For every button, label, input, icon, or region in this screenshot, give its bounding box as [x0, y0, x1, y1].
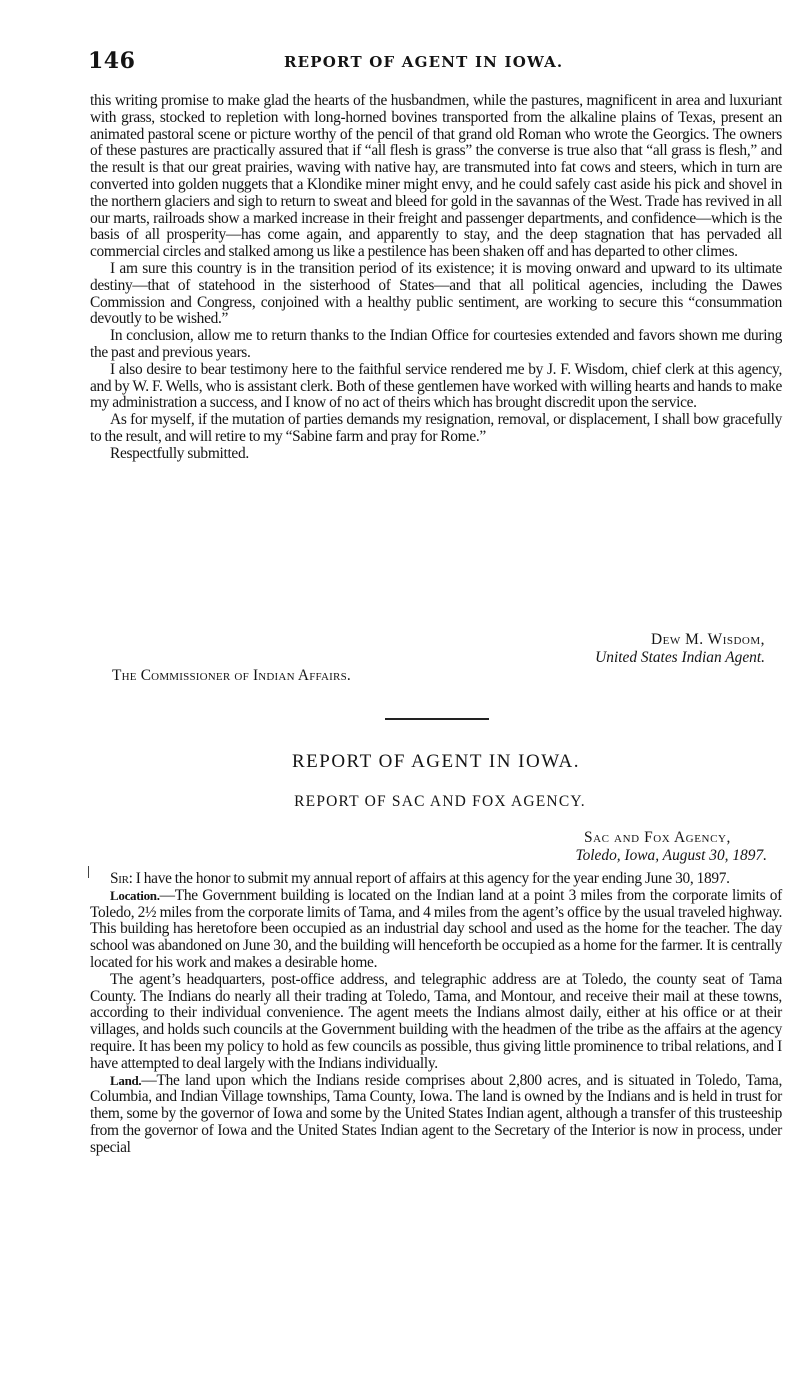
letter-body — [90, 93, 782, 463]
signature-title: United States Indian Agent. — [595, 649, 765, 666]
land-heading: Land. — [110, 1072, 142, 1088]
land-paragraph — [90, 1073, 782, 1157]
agency-place: Sac and Fox Agency, — [583, 829, 731, 846]
letter-paragraph-2: I am sure this country is in the transition period of its existence; it is moving onward and upward to its ultimate destiny—that of statehood in the sisterhood of States—and that all political agencies, including the Dawes Commission and Congress, conjoined with a healthy public sentiment, are working to secure this “consummation devoutly to be wished.” — [90, 259, 782, 328]
signature-name: Dew M. Wisdom, — [651, 631, 765, 648]
location-heading: Location. — [110, 887, 160, 903]
report-title: REPORT OF AGENT IN IOWA. — [291, 751, 581, 772]
running-title: REPORT OF AGENT IN IOWA. — [284, 53, 564, 71]
margin-mark — [88, 866, 89, 878]
page-header — [88, 48, 788, 78]
location-text: —The Government building is located on the Indian land at a point 3 miles from the corporate limits of Toledo, 2½ miles from the corporate limits of Tama, and 4 miles from the agent’s office by the usual traveled highway. This building has heretofore been occupied as an industrial day school and used as the home for the teacher. The day school was abandoned on June 30, and the building will henceforth be occupied as a home for the farmer. It is centrally located for his work and makes a desirable home. — [90, 886, 782, 971]
report-intro — [90, 871, 782, 888]
salutation: Sir: — [110, 870, 133, 887]
headquarters-paragraph: The agent’s headquarters, post-office address, and telegraphic address are at Toledo, the county seat of Tama County. The Indians do nearly all their trading at Toledo, Tama, and Montour, and receive their mail at these towns, according to their individual convenience. The agent meets the Indians almost daily, either at his office or at their villages, and holds such councils at the Government building with the headmen of the tribe as the affairs at the agency require. It has been my policy to hold as few councils as possible, thus giving little prominence to tribal relations, and I have attempted to deal largely with the Indians individually. — [90, 970, 782, 1072]
letter-closing: Respectfully submitted. — [110, 444, 249, 462]
addressee: The Commissioner of Indian Affairs. — [112, 667, 351, 684]
page-number: 146 — [88, 48, 136, 74]
letter-paragraph-3: In conclusion, allow me to return thanks to the Indian Office for courtesies extended and favors shown me during the past and previous years. — [90, 327, 782, 361]
location-paragraph — [90, 888, 782, 972]
letter-paragraph-1: this writing promise to make glad the hearts of the husbandmen, while the pastures, magnificent in area and luxuriant with grass, stocked to repletion with long-horned bovines transported from the alkaline plains of Texas, present an animated pastoral scene or picture worthy of the pencil of that grand old Roman who wrote the Georgics. The owners of these pastures are practically assured that if “all flesh is grass” the converse is true also that “all grass is flesh,” and the result is that our great prairies, waving with native hay, are transmuted into fat cows and steers, which in turn are converted into golden nuggets that a Klondike miner might envy, and he could safely cast aside his pick and shovel in the northern glaciers and sigh to return to sweat and bleed for gold in the savannas of the West. Trade has revived in all our marts, railroads show a marked increase in their freight and passenger departments, and confidence—which is the basis of all prosperity—has come again, and apparently to stay, and the deep stagnation that has pervaded all commercial circles and stalked among us like a pestilence has been shaken off and has departed to other climes. — [90, 92, 782, 261]
report-body — [90, 871, 782, 1157]
report-subtitle: REPORT OF SAC AND FOX AGENCY. — [294, 793, 586, 810]
letter-paragraph-4: I also desire to bear testimony here to the faithful service rendered me by J. F. Wisdom, chief clerk at this agency, and by W. F. Wells, who is assistant clerk. Both of these gentlemen have worked with willing hearts and hands to make my administration a success, and I know of no act of theirs which has brought discredit upon the service. — [90, 360, 782, 412]
land-text: —The land upon which the Indians reside comprises about 2,800 acres, and is situated in Toledo, Tama, Columbia, and Indian Village townships, Tama County, Iowa. The land is owned by the Indians and is held in trust for them, some by the governor of Iowa and some by the United States Indian agent, although a transfer of this trusteeship from the governor of Iowa and the United States Indian agent to the Secretary of the Interior is now in process, under special — [90, 1071, 782, 1156]
section-divider — [385, 718, 489, 720]
intro-text: I have the honor to submit my annual report of affairs at this agency for the year ending June 30, 1897. — [135, 870, 730, 887]
letter-paragraph-5: As for myself, if the mutation of parties demands my resignation, removal, or displacement, I shall bow gracefully to the result, and will retire to my “Sabine farm and pray for Rome.” — [90, 411, 782, 445]
report-date: Toledo, Iowa, August 30, 1897. — [575, 847, 767, 864]
